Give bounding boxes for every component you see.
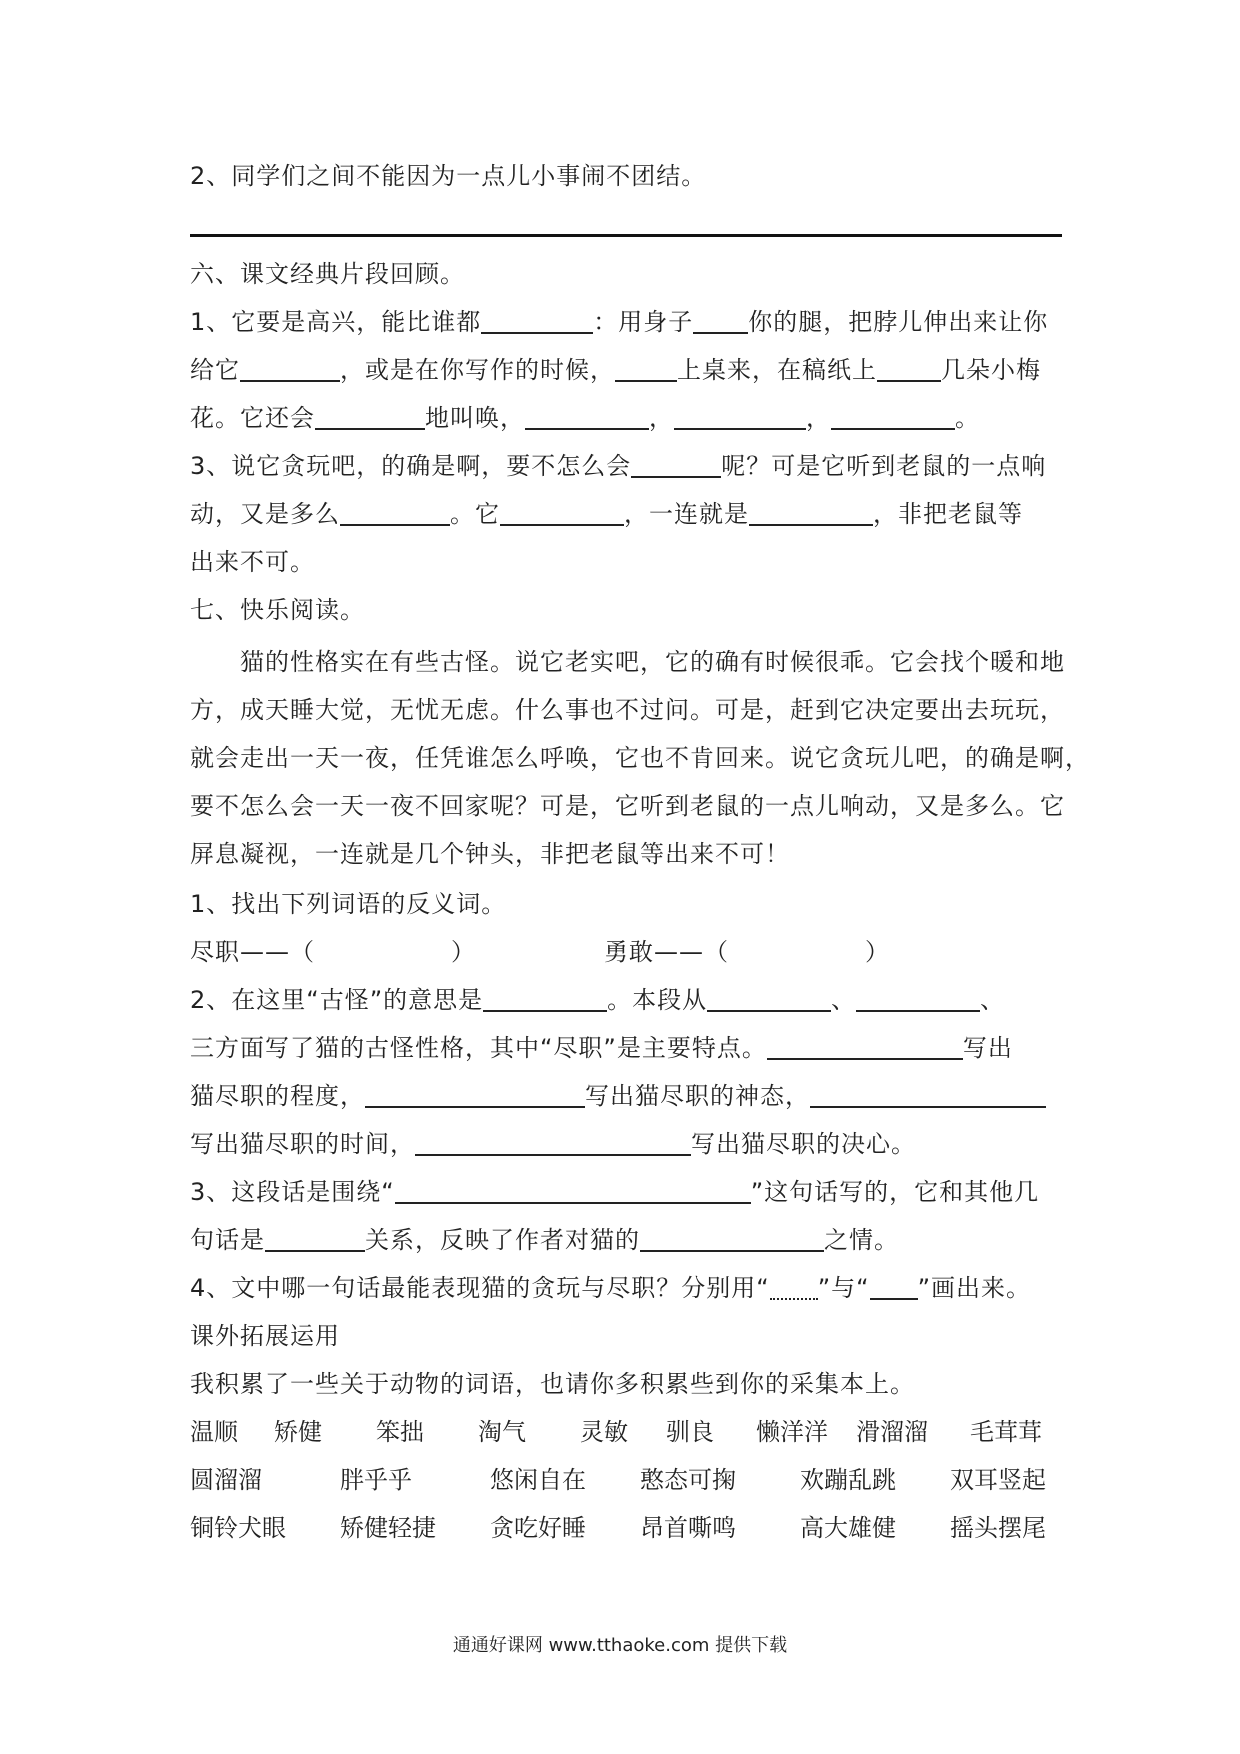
footer-credit: 通通好课网 www.tthaoke.com 提供下载 xyxy=(452,1635,788,1656)
blank[interactable] xyxy=(500,498,624,526)
blank[interactable] xyxy=(631,450,721,478)
blank[interactable] xyxy=(525,402,649,430)
word: 圆溜溜 xyxy=(190,1466,262,1494)
blank[interactable] xyxy=(240,354,340,382)
word: 驯良 xyxy=(666,1418,714,1446)
section7-title: 七、快乐阅读。 xyxy=(190,596,365,624)
word: 滑溜溜 xyxy=(856,1418,928,1446)
word: 摇头摆尾 xyxy=(950,1514,1046,1542)
blank[interactable] xyxy=(707,984,831,1012)
word: 胖乎乎 xyxy=(340,1466,412,1494)
word: 淘气 xyxy=(478,1418,526,1446)
section6-line1: 1、它要是高兴，能比谁都 ：用身子 你的腿，把脖儿伸出来让你 xyxy=(190,308,1049,336)
word: 铜铃犬眼 xyxy=(190,1514,286,1542)
word: 矫健 xyxy=(274,1418,322,1446)
question2-line1: 2、在这里“古怪”的意思是 。本段从 、 、 xyxy=(190,986,1006,1014)
blank[interactable] xyxy=(481,306,593,334)
extension-intro: 我积累了一些关于动物的词语，也请你多积累些到你的采集本上。 xyxy=(190,1370,915,1398)
blank[interactable] xyxy=(693,306,748,334)
section6-title: 六、课文经典片段回顾。 xyxy=(190,260,465,288)
blank[interactable] xyxy=(810,1080,1046,1108)
question2-line4: 写出猫尽职的时间， 写出猫尽职的决心。 xyxy=(190,1130,916,1158)
divider-rule xyxy=(190,234,1062,237)
blank[interactable] xyxy=(831,402,955,430)
blank[interactable] xyxy=(640,1224,824,1252)
extension-title: 课外拓展运用 xyxy=(190,1322,340,1350)
word-row-3 xyxy=(190,1508,1062,1548)
question4: 4、文中哪一句话最能表现猫的贪玩与尽职？分别用“ ”与“ ”画出来。 xyxy=(190,1274,1032,1302)
section6-line2: 给它 ，或是在你写作的时候， 上桌来，在稿纸上 几朵小梅 xyxy=(190,356,1041,384)
word: 灵敏 xyxy=(580,1418,628,1446)
blank[interactable] xyxy=(877,354,941,382)
straight-line-sample xyxy=(870,1272,918,1300)
question2-line2: 三方面写了猫的古怪性格，其中“尽职”是主要特点。 写出 xyxy=(190,1034,1013,1062)
word: 昂首嘶鸣 xyxy=(640,1514,736,1542)
word: 双耳竖起 xyxy=(950,1466,1046,1494)
blank[interactable] xyxy=(674,402,806,430)
wavy-line-sample xyxy=(770,1274,818,1300)
word: 欢蹦乱跳 xyxy=(800,1466,896,1494)
word: 憨态可掬 xyxy=(640,1466,736,1494)
word-row-1 xyxy=(190,1412,1062,1452)
passage-line4: 要不怎么会一天一夜不回家呢？可是，它听到老鼠的一点儿响动，又是多么。它 xyxy=(190,792,1065,820)
blank[interactable] xyxy=(767,1032,963,1060)
word: 笨拙 xyxy=(376,1418,424,1446)
word-row-2 xyxy=(190,1460,1062,1500)
question1: 1、找出下列词语的反义词。 xyxy=(190,890,507,918)
section6-line4: 3、说它贪玩吧，的确是啊，要不怎么会 呢？可是它听到老鼠的一点响 xyxy=(190,452,1047,480)
prev-question-2: 2、同学们之间不能因为一点儿小事闹不团结。 xyxy=(190,162,707,190)
blank[interactable] xyxy=(749,498,873,526)
blank[interactable] xyxy=(265,1224,365,1252)
blank[interactable] xyxy=(856,984,980,1012)
question3-line2: 句话是 关系，反映了作者对猫的 之情。 xyxy=(190,1226,899,1254)
word: 懒洋洋 xyxy=(756,1418,828,1446)
word: 毛茸茸 xyxy=(970,1418,1042,1446)
blank[interactable] xyxy=(483,984,607,1012)
blank[interactable] xyxy=(615,354,677,382)
blank[interactable] xyxy=(315,402,425,430)
passage-line3: 就会走出一天一夜，任凭谁怎么呼唤，它也不肯回来。说它贪玩儿吧，的确是啊， xyxy=(190,744,1090,772)
blank[interactable] xyxy=(365,1080,585,1108)
blank[interactable] xyxy=(415,1128,691,1156)
antonym-row: 尽职——（ ） 勇敢——（ ） xyxy=(190,938,890,966)
question2-line3: 猫尽职的程度， 写出猫尽职的神态， xyxy=(190,1076,1062,1116)
section6-line5: 动，又是多么 。它 ，一连就是 ，非把老鼠等 xyxy=(190,500,1023,528)
word: 贪吃好睡 xyxy=(490,1514,586,1542)
question3-line1: 3、这段话是围绕“ ”这句话写的，它和其他几 xyxy=(190,1178,1040,1206)
word: 高大雄健 xyxy=(800,1514,896,1542)
word: 矫健轻捷 xyxy=(340,1514,436,1542)
blank[interactable] xyxy=(395,1176,751,1204)
word: 悠闲自在 xyxy=(490,1466,586,1494)
passage-line5: 屏息凝视，一连就是几个钟头，非把老鼠等出来不可！ xyxy=(190,840,790,868)
passage-line2: 方，成天睡大觉，无忧无虑。什么事也不过问。可是，赶到它决定要出去玩玩， xyxy=(190,696,1065,724)
section6-line6: 出来不可。 xyxy=(190,548,315,576)
passage-line1: 猫的性格实在有些古怪。说它老实吧，它的确有时候很乖。它会找个暖和地 xyxy=(240,648,1065,676)
word: 温顺 xyxy=(190,1418,238,1446)
blank[interactable] xyxy=(340,498,450,526)
section6-line3: 花。它还会 地叫唤， ， ， 。 xyxy=(190,404,980,432)
